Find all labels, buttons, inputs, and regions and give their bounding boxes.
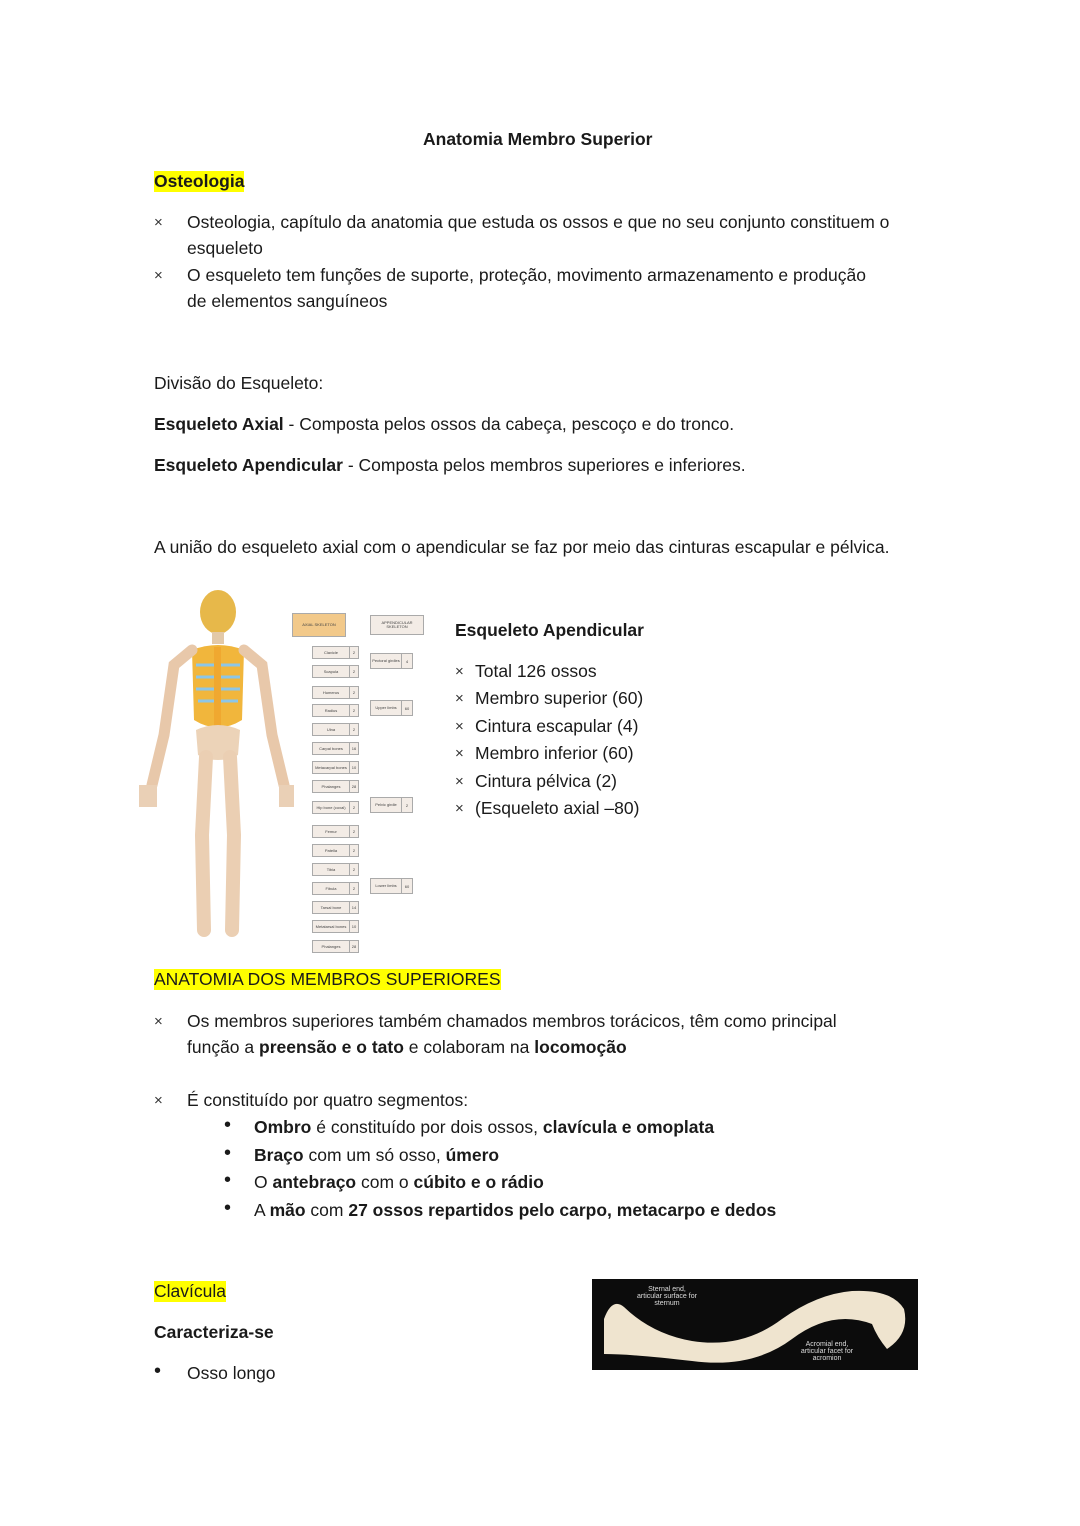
text: locomoção (534, 1037, 627, 1057)
sternal-end-annotation: Sternal end, articular surface for sternum (637, 1286, 697, 1307)
bullet-text: Osteologia, capítulo da anatomia que estuda os ossos e que no seu conjunto constituem o (187, 212, 890, 232)
x-bullet-icon: × (455, 690, 464, 708)
bone-count: 10 (349, 920, 359, 933)
clavicle-image (592, 1279, 918, 1370)
bullet-dot-icon: • (224, 1114, 232, 1136)
bullet-text: de elementos sanguíneos (187, 291, 388, 311)
bone-label: Scapula (312, 665, 350, 678)
x-bullet-icon: × (154, 1092, 163, 1109)
axial-skeleton-header: AXIAL SKELETON (292, 613, 346, 637)
group-count: 60 (401, 878, 413, 894)
bone-label: Tarsal bone (312, 901, 350, 914)
bone-count: 2 (349, 801, 359, 814)
bone-count: 10 (349, 761, 359, 774)
bone-label: Patella (312, 844, 350, 857)
text: com (305, 1200, 349, 1220)
text: com um só osso, (303, 1145, 446, 1165)
apendicular-heading: Esqueleto Apendicular (455, 620, 644, 640)
text: 27 ossos repartidos pelo carpo, metacarpo e dedos (348, 1200, 777, 1220)
subheading: Caracteriza-se (154, 1322, 274, 1342)
bone-label: Clavicle (312, 646, 350, 659)
x-bullet-icon: × (154, 214, 163, 231)
text: mão (269, 1200, 306, 1220)
bone-label: Hip bone (coxal) (312, 801, 350, 814)
bullet-text: Osso longo (187, 1363, 276, 1383)
list-item: Cintura pélvica (2) (475, 770, 617, 791)
text: úmero (445, 1145, 500, 1165)
x-bullet-icon: × (455, 772, 464, 790)
bone-label: Humerus (312, 686, 350, 699)
bullet-text: esqueleto (187, 238, 263, 258)
text: clavícula e omoplata (542, 1117, 715, 1137)
bone-label: Metatarsal bones (312, 920, 350, 933)
bone-count: 2 (349, 704, 359, 717)
uniao-paragraph: A união do esqueleto axial com o apendicular se faz por meio das cinturas escapular e pélvica. (154, 537, 890, 557)
group-label: Pelvic girdle (370, 797, 402, 813)
segment-braco (254, 1145, 499, 1166)
text: antebraço (272, 1172, 357, 1192)
divisao-label: Divisão do Esqueleto: (154, 373, 324, 393)
axial-definition (154, 414, 734, 435)
bone-count: 2 (349, 665, 359, 678)
term: Esqueleto Apendicular (154, 455, 343, 475)
list-item: (Esqueleto axial –80) (475, 798, 640, 818)
bone-label: Phalanges (312, 780, 350, 793)
definition: - Composta pelos ossos da cabeça, pescoço e do tronco. (283, 414, 735, 434)
bullet-text (187, 1037, 627, 1058)
bone-count: 2 (349, 646, 359, 659)
segment-antebraco (254, 1172, 544, 1193)
text: preensão e o tato (259, 1037, 404, 1057)
text: função a (187, 1037, 259, 1057)
bone-count: 2 (349, 686, 359, 699)
bone-count: 14 (349, 901, 359, 914)
x-bullet-icon: × (455, 717, 464, 735)
group-count: 4 (401, 653, 413, 669)
bullet-dot-icon: • (224, 1142, 232, 1164)
bullet-dot-icon: • (224, 1169, 232, 1191)
bone-count: 16 (349, 742, 359, 755)
group-label: Lower limbs (370, 878, 402, 894)
list-item: Membro superior (60) (475, 688, 644, 709)
text: Braço (254, 1145, 304, 1165)
bone-count: 28 (349, 780, 359, 793)
skeleton-diagram (134, 585, 439, 953)
list-item: Cintura escapular (4) (475, 715, 639, 736)
text: O (254, 1172, 273, 1192)
text: cúbito e o rádio (413, 1172, 544, 1192)
group-label: Upper limbs (370, 700, 402, 716)
segment-mao (254, 1200, 776, 1221)
list-item: Total 126 ossos (475, 661, 597, 681)
text: A (254, 1200, 270, 1220)
text: é constituído por dois ossos, (311, 1117, 543, 1137)
term: Esqueleto Axial (154, 414, 284, 434)
x-bullet-icon: × (455, 800, 464, 817)
bullet-text: É constituído por quatro segmentos: (187, 1090, 469, 1110)
group-label: Pectoral girdles (370, 653, 402, 669)
x-bullet-icon: × (154, 267, 163, 284)
bone-count: 2 (349, 844, 359, 857)
group-count: 2 (401, 797, 413, 813)
bone-count: 2 (349, 825, 359, 838)
skeleton-figure-icon (134, 585, 294, 953)
page-title: Anatomia Membro Superior (423, 129, 653, 149)
x-bullet-icon: × (455, 745, 464, 763)
bone-label: Femur (312, 825, 350, 838)
section-heading-clavicula: Clavícula (154, 1281, 226, 1301)
bone-label: Radius (312, 704, 350, 717)
definition: - Composta pelos membros superiores e inferiores. (342, 455, 746, 475)
bone-count: 2 (349, 882, 359, 895)
list-item: Membro inferior (60) (475, 743, 634, 764)
bone-label: Carpal bones (312, 742, 350, 755)
bone-label: Metacarpal bones (312, 761, 350, 774)
text: Ombro (254, 1117, 312, 1137)
appendicular-skeleton-header: APPENDICULAR SKELETON (370, 615, 424, 635)
apendicular-definition (154, 455, 746, 476)
bone-label: Tibia (312, 863, 350, 876)
bone-count: 28 (349, 940, 359, 953)
bullet-dot-icon: • (154, 1360, 162, 1382)
bullet-text: O esqueleto tem funções de suporte, proteção, movimento armazenamento e produção (187, 265, 867, 285)
text: e colaboram na (403, 1037, 535, 1057)
bone-label: Ulna (312, 723, 350, 736)
x-bullet-icon: × (154, 1013, 163, 1030)
bone-label: Fibula (312, 882, 350, 895)
bullet-dot-icon: • (224, 1197, 232, 1219)
bone-count: 2 (349, 723, 359, 736)
text: com o (356, 1172, 414, 1192)
bullet-text: Os membros superiores também chamados membros torácicos, têm como principal (187, 1011, 837, 1031)
group-count: 60 (401, 700, 413, 716)
bone-label: Phalanges (312, 940, 350, 953)
x-bullet-icon: × (455, 663, 464, 680)
section-heading-membros: ANATOMIA DOS MEMBROS SUPERIORES (154, 969, 501, 989)
acromial-end-annotation: Acromial end, articular facet for acromion (800, 1341, 854, 1362)
segment-ombro (254, 1117, 714, 1138)
bone-count: 2 (349, 863, 359, 876)
section-heading-osteologia: Osteologia (154, 171, 245, 191)
